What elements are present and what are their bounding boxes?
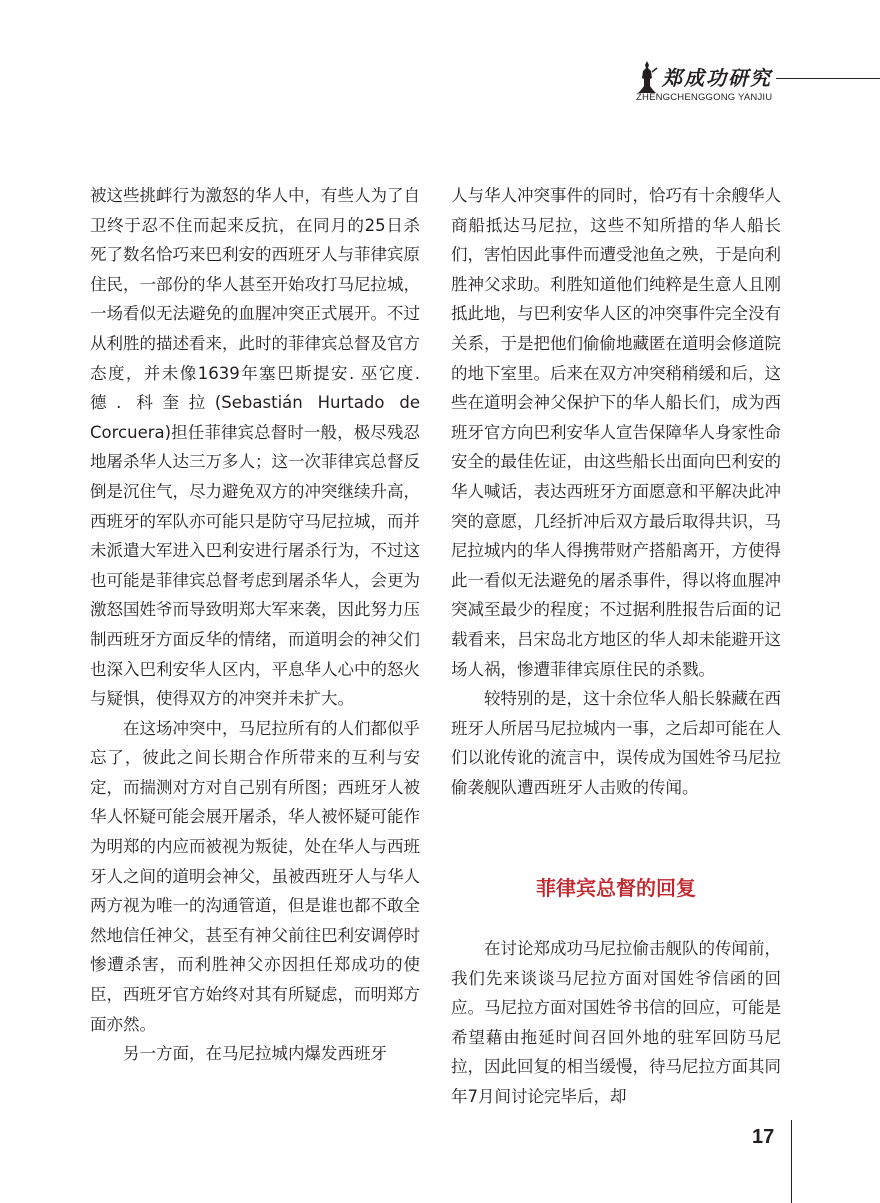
text-line: 平息华人心中的怒火与疑惧，使得双方的 xyxy=(90,659,420,709)
text-line: 是生意人且刚抵此地，与巴利安华人区的 xyxy=(451,274,781,324)
text-line: 待马尼拉方面其同年7月间讨论完毕后，却 xyxy=(451,1057,781,1106)
text-line: 在双方冲突稍稍缓和后，这些在道明会神 xyxy=(451,363,781,413)
header-rule xyxy=(776,78,880,79)
body-paragraph xyxy=(90,1039,420,1069)
text-line: 向巴利安华人宣告保障华人身家性命安全 xyxy=(451,422,781,472)
text-line: 人与华人冲突事件的同时，恰巧有十余艘 xyxy=(451,186,748,205)
left-text-column xyxy=(90,181,420,1069)
text-line: 沟通管道，但是谁也都不敢全然地信任神 xyxy=(90,896,420,945)
text-line: 袭，因此努力压制西班牙方面反华的情绪， xyxy=(90,600,420,649)
text-line: 西班牙官方始终对其有所疑虑，而明郑方 xyxy=(123,985,420,1005)
text-line: 利与安定，而揣测对方对自己别有所图； xyxy=(90,748,421,797)
text-line: 菲律宾原住民的杀戮。 xyxy=(550,659,715,679)
right-text-column xyxy=(451,181,781,802)
text-line: 被这些挑衅行为激怒的华人中，有些 xyxy=(90,186,354,205)
page-number: 17 xyxy=(752,1126,775,1148)
text-line: 另一方面，在马尼拉城内爆发西班牙 xyxy=(123,1044,387,1064)
text-line: 共识，马尼拉城内的华人得携带财产搭船 xyxy=(451,511,781,561)
text-line: 前，我们先来谈谈马尼拉方面对国姓爷信 xyxy=(451,939,781,988)
text-line: 害，而利胜神父亦因担任郑成功的使臣， xyxy=(90,955,421,1005)
text-line: 件，得以将血腥冲突减至最少的程度；不 xyxy=(451,570,781,620)
text-line: 达三万多人；这一次菲律宾总督反倒是沉 xyxy=(90,452,420,501)
text-line: 在西班牙人所居马尼拉城内一事，之后却 xyxy=(451,689,781,738)
text-line: 来，此时的菲律宾总督及官方态度，并未 xyxy=(90,333,420,383)
text-line: 班牙的军队亦可能只是防守马尼拉城，而 xyxy=(106,511,404,531)
right-text-column-continued xyxy=(451,934,781,1112)
body-paragraph xyxy=(451,684,781,802)
text-line: 人被怀疑可能作为明郑的内应而被视为叛 xyxy=(90,807,420,857)
text-line: 华人商船抵达马尼拉，这些不知所措的华 xyxy=(451,186,781,235)
text-line: 的最佳佐证，由这些船长出面向巴利安的 xyxy=(484,452,781,472)
text-line: 函的回应。马尼拉方面对国姓爷书信的回 xyxy=(451,968,782,1018)
text-line: 离开，方使得此一看似无法避免的屠杀事 xyxy=(451,541,781,590)
text-line: 在这场冲突中，马尼拉所有的人们都 xyxy=(123,718,387,738)
text-line: 月的25日杀死了数名恰巧来巴利安的西班 xyxy=(90,215,421,265)
text-line: 父保护下的华人船长们，成为西班牙官方 xyxy=(451,393,781,442)
journal-header xyxy=(628,56,880,106)
text-line: 住气，尽力避免双方的冲突继续升高，西 xyxy=(90,481,420,531)
text-line: 地藏匿在道明会修道院的地下室里。后来 xyxy=(451,333,781,383)
text-line: 父，甚至有神父前往巴利安调停时惨遭杀 xyxy=(90,925,420,975)
text-line: 冲突并未扩大。 xyxy=(238,689,354,709)
text-line: 可能在人们以讹传讹的流言中，误传成为 xyxy=(451,718,781,768)
text-line: 于是向利胜神父求助。利胜知道他们纯粹 xyxy=(451,245,781,294)
text-line: 像1639年塞巴斯提安. 巫它度. 德. 科奎 xyxy=(90,363,421,413)
text-line: 徒，处在华人与西班牙人之间的道明会神 xyxy=(90,837,420,886)
text-line: 较特别的是，这十余位华人船长躲藏 xyxy=(484,689,748,709)
section-heading: 菲律宾总督的回复 xyxy=(536,876,696,900)
journal-title: 郑成功研究 xyxy=(662,66,772,90)
text-line: 菲律宾总督时一般，极尽残忍地屠杀华人 xyxy=(90,422,420,472)
text-line: 不过这也可能是菲律宾总督考虑到屠杀华 xyxy=(90,541,420,590)
text-line: 人为了自卫终于忍不住而起来反抗，在同 xyxy=(90,186,420,235)
text-line: 似乎忘了，彼此之间长期合作所带来的互 xyxy=(90,718,420,768)
text-line: 牙人与菲律宾原住民，一部份的华人甚至 xyxy=(90,245,420,294)
text-line: 人，会更为激怒国姓爷而导致明郑大军来 xyxy=(90,570,420,620)
body-paragraph xyxy=(451,181,781,684)
statue-logo-icon xyxy=(636,60,658,94)
text-line: 此冲突的意愿，几经折冲后双方最后取得 xyxy=(451,481,781,531)
text-line: 在讨论郑成功马尼拉偷击舰队的传闻 xyxy=(484,939,748,958)
text-line: 华人喊话，表达西班牙方面愿意和平解决 xyxy=(451,481,748,501)
body-paragraph xyxy=(451,934,781,1112)
text-line: 国姓爷马尼拉偷袭舰队遭西班牙人击败的 xyxy=(451,748,781,797)
text-line: 冲突事件完全没有关系，于是把他们偷偷 xyxy=(451,304,781,353)
text-line: 过据利胜报告后面的记载看来，吕宋岛北 xyxy=(451,600,781,649)
body-paragraph xyxy=(90,181,420,714)
page-number-rule xyxy=(791,1120,792,1203)
text-line: 而道明会的神父们也深入巴利安华人区内， xyxy=(90,629,420,679)
text-line: 父，虽被西班牙人与华人两方视为唯一的 xyxy=(90,866,420,916)
text-line: 拉(Sebastián Hurtado de Corcuera)担任 xyxy=(90,393,420,442)
text-line: 应，可能是希望藉由拖延时间召回外地的 xyxy=(451,998,781,1047)
body-paragraph xyxy=(90,714,420,1040)
text-line: 面亦然。 xyxy=(90,1014,156,1034)
text-line: 传闻。 xyxy=(649,777,699,797)
text-line: 并未派遣大军进入巴利安进行屠杀行为， xyxy=(90,511,420,561)
text-line: 驻军回防马尼拉，因此回复的相当缓慢， xyxy=(451,1027,782,1077)
text-line: 方地区的华人却未能避开这场人祸，惨遭 xyxy=(451,629,781,679)
text-line: 血腥冲突正式展开。不过从利胜的描述看 xyxy=(90,304,420,353)
text-line: 人船长们，害怕因此事件而遭受池鱼之殃， xyxy=(451,215,782,265)
journal-subtitle: ZHENGCHENGGONG YANJIU xyxy=(636,92,773,103)
text-line: 开始攻打马尼拉城，一场看似无法避免的 xyxy=(90,274,420,324)
text-line: 西班牙人被华人怀疑可能会展开屠杀，华 xyxy=(90,777,420,827)
